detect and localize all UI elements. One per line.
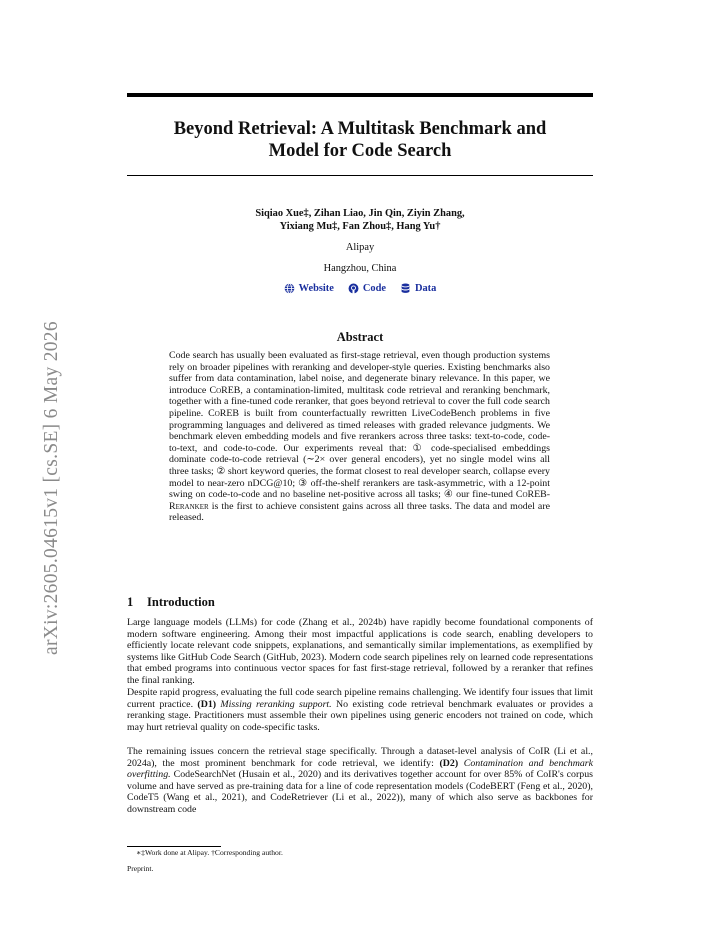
title-line-2: Model for Code Search	[268, 141, 452, 161]
location: Hangzhou, China	[323, 263, 397, 274]
authors-line-1: Siqiao Xue‡, Zihan Liao, Jin Qin, Ziyin Zhang,	[255, 208, 465, 219]
data-link[interactable]	[400, 283, 436, 294]
intro-paragraph-2	[127, 687, 593, 733]
abstract-heading: Abstract	[336, 330, 384, 344]
website-link[interactable]	[284, 283, 334, 294]
abstract-text-3: is built from counterfactually rewritten LiveCodeBench problems in five programming languages and delivered as timed releases with graded relevance judgments. We benchmark eleven embedding models and five rerankers across three tasks: text-to-code, code-to-text, and code-to-code. Our experiments reveal that: ① code-specialised embeddings dominate code-to-code retrieval (∼2× over general encoders), yet no single model wins all three tasks; ② short keyword queries, the format closest to real developer search, collapse every model to near-zero nDCG@10; ③ off-the-shelf rerankers are task-asymmetric, with a 12-point swing on code-to-code and no baseline net-positive across all tasks; ④ our fine-tuned	[169, 407, 551, 501]
data-link-label: Data	[414, 283, 437, 294]
intro-text: No existing code retrieval benchmark evaluates or provides a reranking stage. Practitioners must assemble their own pipelines using generic encoders not trained on code, which may hurt retrieval quality on code-specific tasks.	[127, 698, 593, 733]
reranker-name: CoREB-Reranker	[169, 489, 550, 512]
authors-line-2: Yixiang Mu‡, Fan Zhou‡, Hang Yu†	[279, 221, 441, 232]
title-top-rule	[127, 93, 593, 97]
abstract-text-2: , a contamination-limited, multitask code retrieval and reranking benchmark, together with a fine-tuned code reranker, that goes beyond retrieval to cover the full code search pipeline.	[169, 384, 550, 419]
database-icon	[400, 283, 411, 294]
affiliation: Alipay	[345, 242, 375, 253]
title-bottom-rule	[127, 175, 593, 176]
authors	[127, 207, 593, 233]
footnote: ∗‡Work done at Alipay. †Corresponding author.	[136, 848, 283, 857]
benchmark-name: CoREB	[208, 407, 239, 419]
arxiv-stamp: arXiv:2605.04615v1 [cs.SE] 6 May 2026	[41, 321, 62, 655]
abstract-text-1: Code search has usually been evaluated as first-stage retrieval, even though production systems rely on broader pipelines with reranking and developer-style queries. Existing benchmarks also suffer from data contamination, label noise, and degenerate binary relevance. In this paper, we introduce	[169, 350, 550, 396]
website-link-label: Website	[298, 283, 334, 294]
issue-label: (D2)	[439, 757, 459, 769]
footnote-rule	[127, 846, 221, 847]
abstract-body	[169, 350, 550, 524]
intro-paragraph-1: Large language models (LLMs) for code (Zhang et al., 2024b) have rapidly become foundational components of modern software engineering. Among their most impactful applications is code search, enabling developers to efficiently locate relevant code snippets, explanations, and semantically similar implementations, as exemplified by systems like GitHub Code Search (GitHub, 2023). Modern code search pipelines rely on learned code representations that embed programs into continuous vector spaces for fast first-stage retrieval, followed by a reranker that refines the final ranking.	[127, 617, 593, 686]
paper-title	[127, 118, 593, 162]
intro-paragraph-3	[127, 746, 593, 816]
benchmark-name: CoREB	[209, 384, 241, 396]
intro-text: CodeSearchNet (Husain et al., 2020) and its derivatives together account for over 85% of CoIR's corpus volume and have served as pre-training data for a line of code representation models (CodeBERT (Feng et al., 2020), CodeT5 (Wang et al., 2021), and CodeRetriever (Li et al., 2022)), many of which also serve as backbones for downstream code	[127, 769, 593, 815]
section-number: 1	[127, 595, 134, 609]
project-links	[127, 283, 593, 294]
section-title: Introduction	[147, 595, 215, 609]
issue-title: Missing reranking support.	[220, 698, 332, 710]
section-heading	[127, 595, 215, 610]
issue-title: Contamination and benchmark overfitting.	[127, 757, 593, 781]
intro-text: The remaining issues concern the retrieval stage specifically. Through a dataset-level analysis of CoIR (Li et al., 2024a), the most prominent benchmark for code retrieval, we identify:	[127, 746, 593, 769]
github-icon	[348, 283, 359, 294]
code-link-label: Code	[362, 283, 386, 294]
title-line-1: Beyond Retrieval: A Multitask Benchmark and	[173, 119, 547, 139]
intro-text: Despite rapid progress, evaluating the full code search pipeline remains challenging. We identify four issues that limit current practice.	[127, 687, 593, 710]
code-link[interactable]	[348, 283, 386, 294]
abstract-text-4: is the first to achieve consistent gains across all three tasks. The data and model are released.	[169, 500, 550, 524]
globe-icon	[284, 283, 295, 294]
preprint-label: Preprint.	[127, 864, 154, 873]
issue-label: (D1)	[197, 698, 217, 710]
